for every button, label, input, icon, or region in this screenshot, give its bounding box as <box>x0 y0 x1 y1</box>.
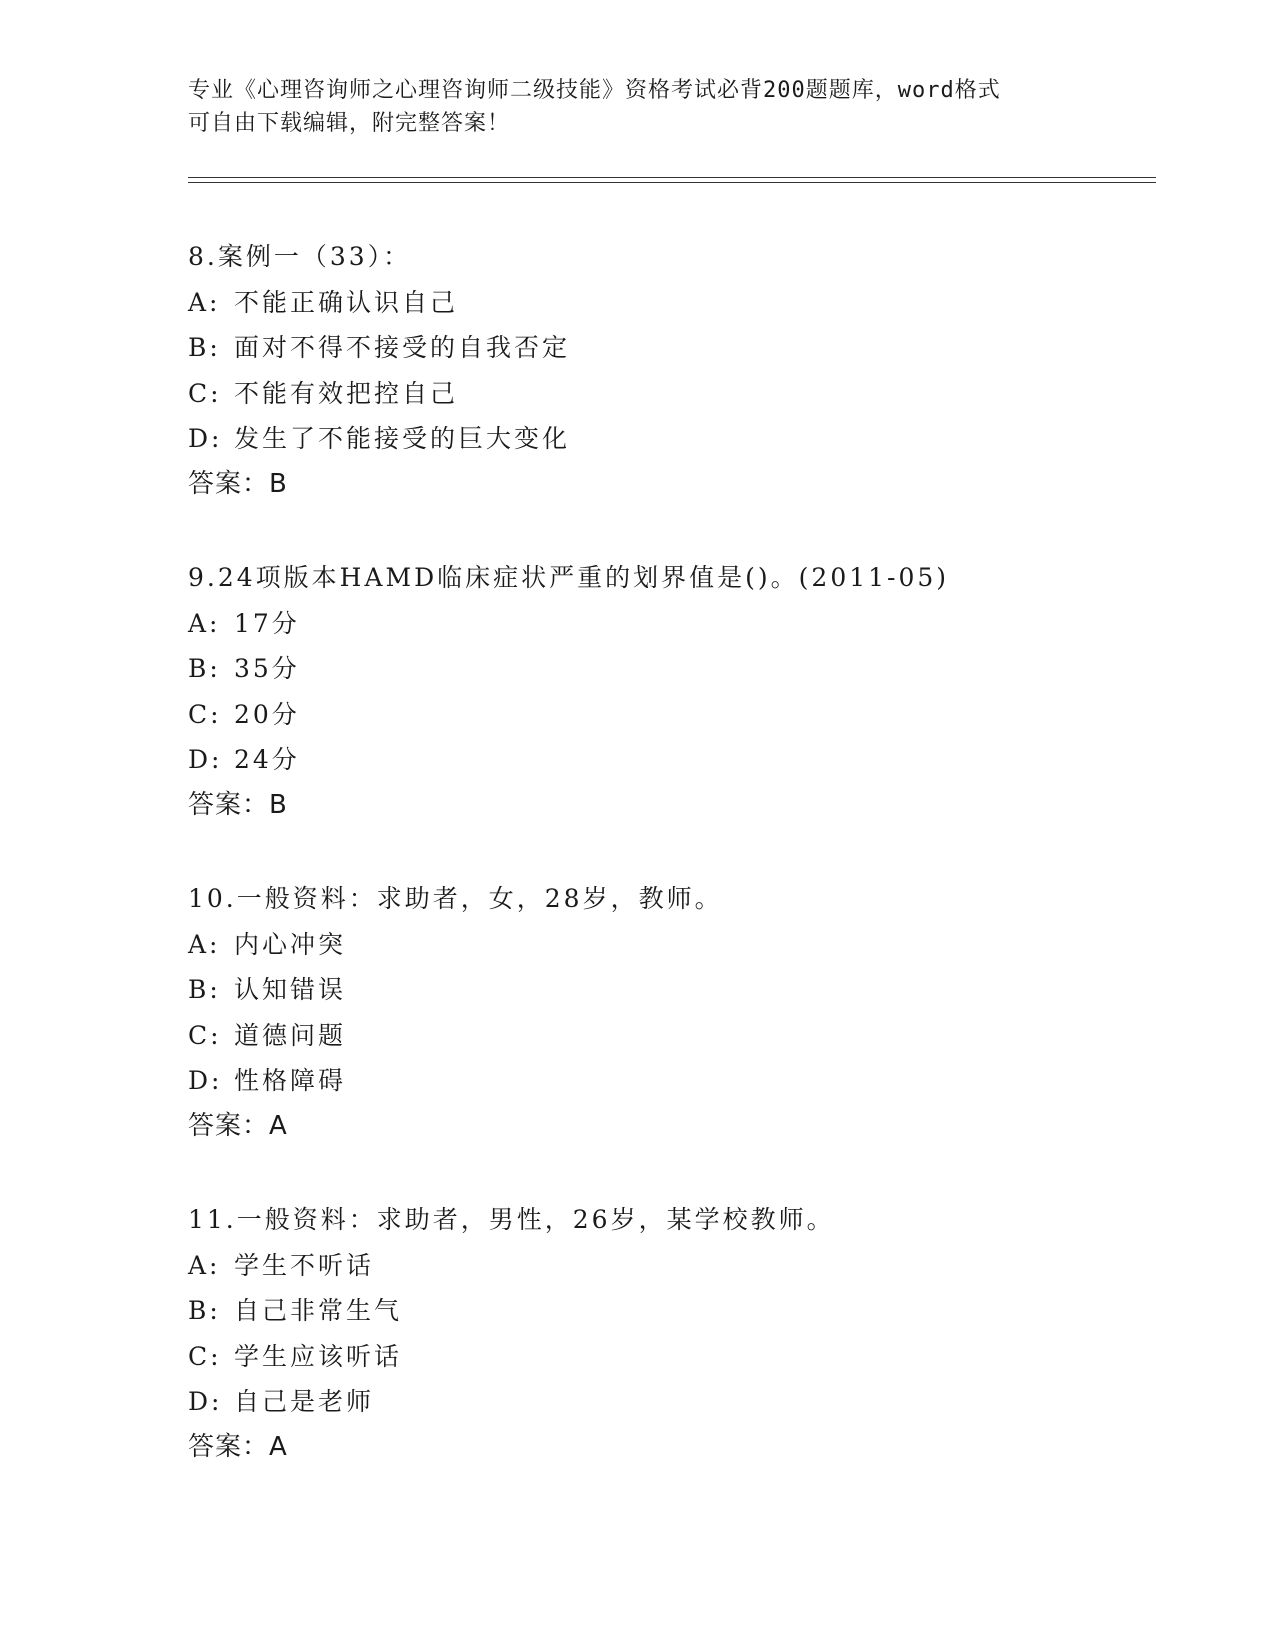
question-list <box>188 234 1148 1518</box>
option-letter: A: <box>188 608 221 638</box>
question-10 <box>188 876 1148 1149</box>
option-letter: A: <box>188 287 221 317</box>
option-text: 不能正确认识自己 <box>234 287 459 317</box>
option-text: 面对不得不接受的自我否定 <box>234 333 571 362</box>
answer: 答案：B <box>188 468 288 499</box>
option-letter: C: <box>188 378 222 408</box>
option-b <box>188 967 1148 1013</box>
option-letter: B: <box>188 333 221 362</box>
option-letter: D: <box>188 424 223 453</box>
option-text: 17分 <box>234 608 300 638</box>
question-stem: 10.一般资料：求助者，女，28岁，教师。 <box>188 884 723 913</box>
option-letter: C: <box>188 1020 222 1050</box>
option-letter: B: <box>188 654 221 683</box>
option-text: 内心冲突 <box>234 929 347 959</box>
option-letter: B: <box>188 975 221 1004</box>
option-text: 学生不听话 <box>234 1250 375 1280</box>
answer: 答案：A <box>188 1431 288 1462</box>
option-d <box>188 1058 1148 1104</box>
option-b <box>188 325 1148 371</box>
option-letter: A: <box>188 1250 221 1280</box>
option-letter: C: <box>188 699 222 729</box>
answer: 答案：B <box>188 789 288 820</box>
option-text: 自己非常生气 <box>234 1296 403 1325</box>
answer: 答案：A <box>188 1110 288 1141</box>
option-a <box>188 601 1148 647</box>
option-text: 不能有效把控自己 <box>234 378 459 408</box>
option-b <box>188 1288 1148 1334</box>
header-divider-bottom <box>188 182 1156 183</box>
option-c <box>188 371 1148 417</box>
option-text: 自己是老师 <box>234 1387 375 1416</box>
question-stem: 11.一般资料：求助者，男性，26岁，某学校教师。 <box>188 1205 835 1234</box>
option-c <box>188 692 1148 738</box>
option-text: 道德问题 <box>234 1020 347 1050</box>
option-d <box>188 737 1148 783</box>
option-c <box>188 1334 1148 1380</box>
header-title-line-2: 可自由下载编辑，附完整答案！ <box>188 111 511 136</box>
option-letter: B: <box>188 1296 221 1325</box>
header-title-line-1: 专业《心理咨询师之心理咨询师二级技能》资格考试必背200题题库，word格式 <box>188 78 1001 103</box>
option-letter: A: <box>188 929 221 959</box>
option-text: 35分 <box>234 654 300 683</box>
document-header <box>188 74 1088 140</box>
option-text: 发生了不能接受的巨大变化 <box>234 424 571 453</box>
option-a <box>188 922 1148 968</box>
option-a <box>188 280 1148 326</box>
option-text: 24分 <box>234 745 300 774</box>
question-11 <box>188 1197 1148 1470</box>
option-c <box>188 1013 1148 1059</box>
question-8 <box>188 234 1148 507</box>
option-text: 20分 <box>234 699 300 729</box>
option-letter: C: <box>188 1341 222 1371</box>
option-d <box>188 1379 1148 1425</box>
option-a <box>188 1243 1148 1289</box>
question-9 <box>188 555 1148 828</box>
option-d <box>188 416 1148 462</box>
option-b <box>188 646 1148 692</box>
option-text: 学生应该听话 <box>234 1341 403 1371</box>
option-letter: D: <box>188 745 223 774</box>
option-letter: D: <box>188 1066 223 1095</box>
option-text: 认知错误 <box>234 975 347 1004</box>
question-stem: 9.24项版本HAMD临床症状严重的划界值是()。(2011-05) <box>188 563 950 592</box>
header-divider-top <box>188 177 1156 178</box>
question-stem: 8.案例一（33）： <box>188 242 412 271</box>
option-letter: D: <box>188 1387 223 1416</box>
option-text: 性格障碍 <box>234 1066 347 1095</box>
